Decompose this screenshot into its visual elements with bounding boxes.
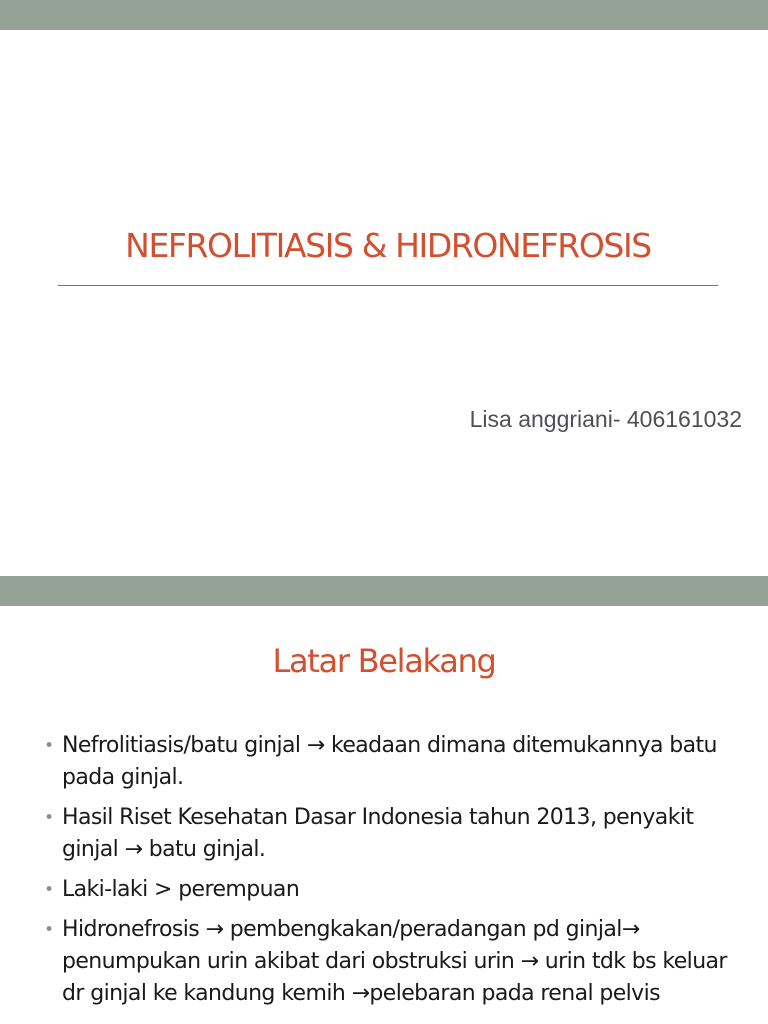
bullet-text: Nefrolitiasis/batu ginjal → keadaan dimana ditemukannya batu pada ginjal.	[62, 733, 717, 790]
content-slide	[0, 576, 768, 1024]
bullet-item	[44, 802, 744, 866]
top-band	[0, 576, 768, 606]
bullet-list	[44, 730, 744, 1018]
bullet-dot-icon: •	[44, 880, 54, 900]
slide-heading: Latar Belakang	[272, 642, 496, 680]
author-line: Lisa anggriani- 406161032	[469, 406, 742, 432]
bullet-item	[44, 874, 744, 906]
bullet-dot-icon: •	[44, 736, 54, 756]
bullet-text: Hidronefrosis → pembengkakan/peradangan pd ginjal→ penumpukan urin akibat dari obstruksi urin → urin tdk bs keluar dr ginjal ke kandung kemih →pelebaran pada renal pelvis	[62, 917, 727, 1006]
slide-title: NEFROLITIASIS & HIDRONEFROSIS	[125, 226, 651, 265]
bullet-item	[44, 730, 744, 794]
bullet-dot-icon: •	[44, 808, 54, 828]
bullet-text: Hasil Riset Kesehatan Dasar Indonesia tahun 2013, penyakit ginjal → batu ginjal.	[62, 805, 694, 862]
bullet-text: Laki-laki > perempuan	[62, 877, 300, 902]
bullet-item	[44, 914, 744, 1010]
bullet-dot-icon: •	[44, 920, 54, 940]
title-underline	[58, 285, 718, 286]
top-band	[0, 0, 768, 30]
